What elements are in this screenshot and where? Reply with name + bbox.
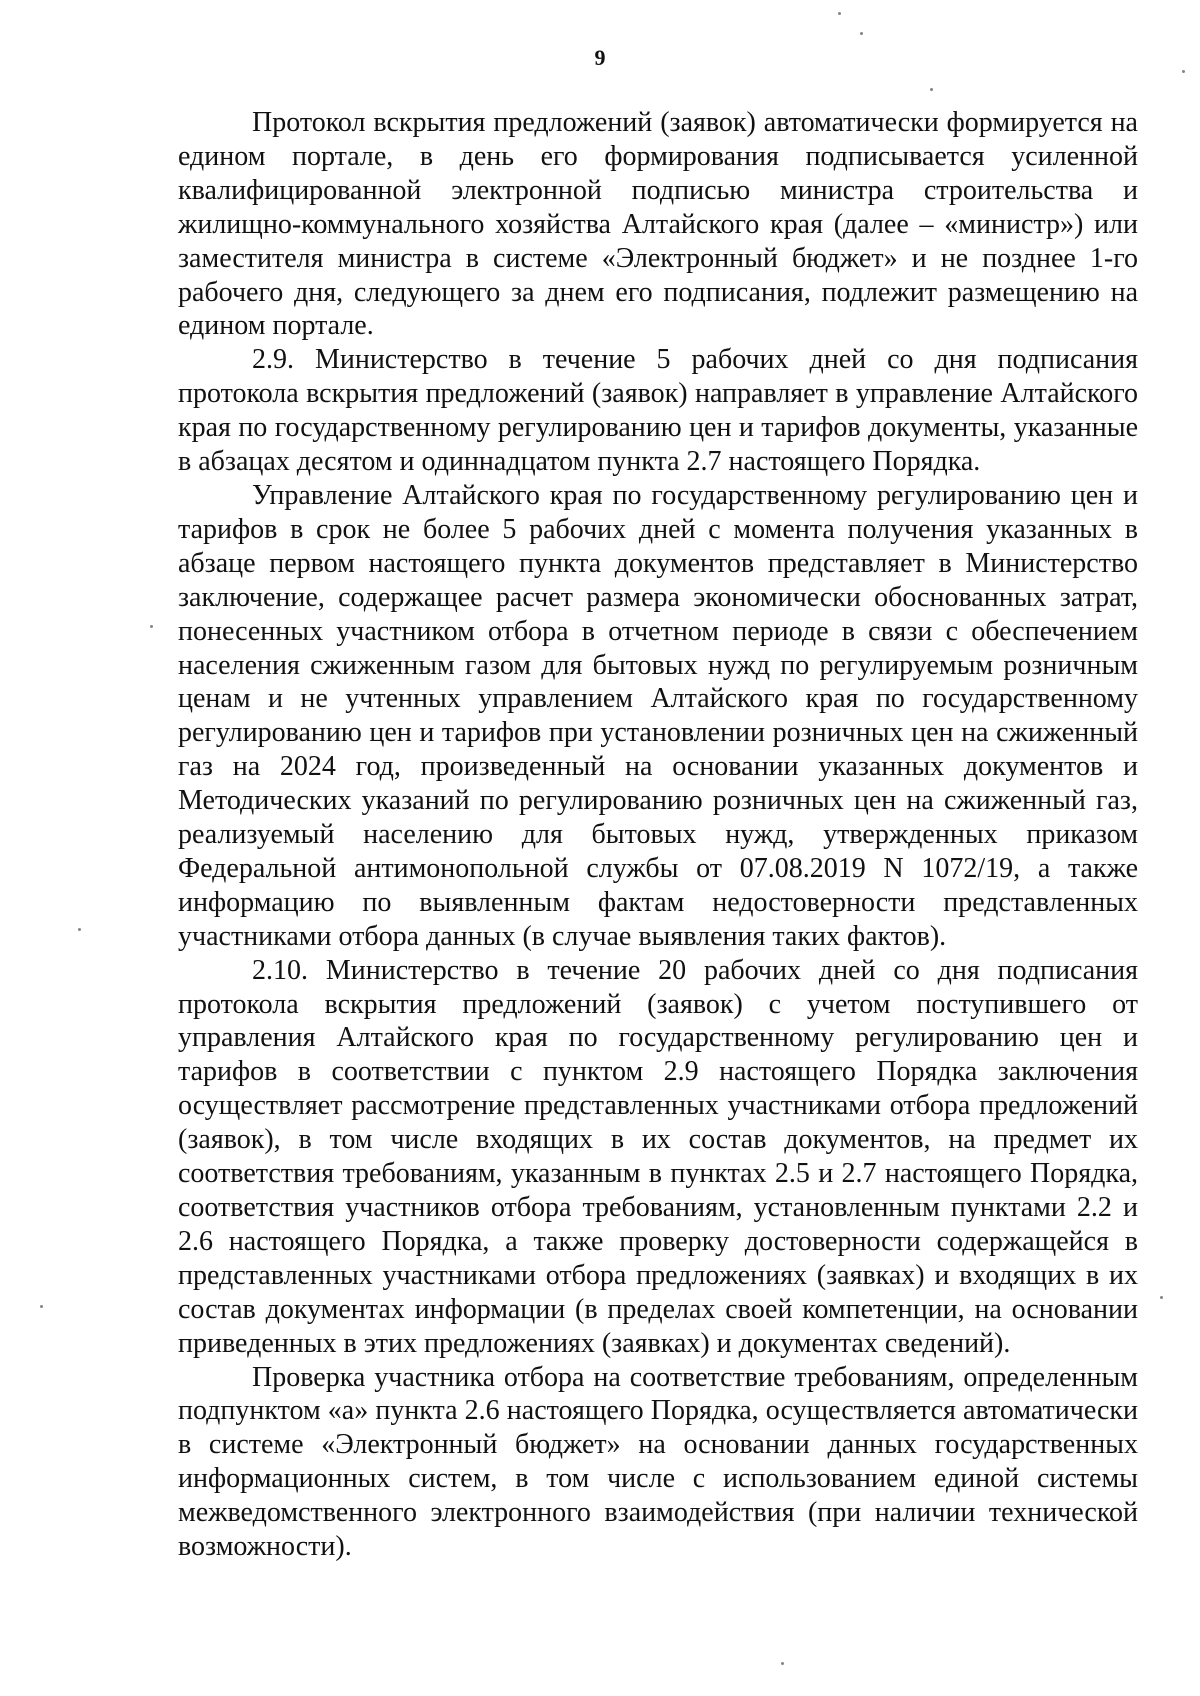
scan-speck — [78, 928, 81, 931]
page-number: 9 — [594, 45, 606, 70]
paragraph-tariff-conclusion: Управление Алтайского края по государственному регулированию цен и тарифов в срок не более 5 рабочих дней с момента получения указанных в абзаце первом настоящего пункта документов представляет в Министерство заключение, содержащее расчет размера экономически обоснованных затрат, понесенных участником отбора в отчетном периоде в связи с обеспечением населения сжиженным газом для бытовых нужд по регулируемым розничным ценам и не учтенных управлением Алтайского края по государственному регулированию цен и тарифов при установлении розничных цен на сжиженный газ на 2024 год, произведенный на основании указанных документов и Методических указаний по регулированию розничных цен на сжиженный газ, реализуемый населению для бытовых нужд, утвержденных приказом Федеральной антимонопольной службы от 07.08.2019 N 1072/19, а также информацию по выявленным фактам недостоверности представленных участниками отбора данных (в случае выявления таких фактов). — [178, 479, 1138, 952]
scan-speck — [838, 12, 841, 15]
scan-speck — [1182, 70, 1185, 73]
scan-speck — [1160, 1296, 1163, 1299]
document-body — [178, 106, 1138, 1564]
paragraph-participant-check: Проверка участника отбора на соответствие требованиям, определенным подпунктом «а» пункта 2.6 настоящего Порядка, осуществляется автоматически в системе «Электронный бюджет» на основании данных государственных информационных систем, в том числе с использованием единой системы межведомственного электронного взаимодействия (при наличии технической возможности). — [178, 1361, 1138, 1563]
paragraph-2-9: 2.9. Министерство в течение 5 рабочих дней со дня подписания протокола вскрытия предложений (заявок) направляет в управление Алтайского края по государственному регулированию цен и тарифов документы, указанные в абзацах десятом и одиннадцатом пункта 2.7 настоящего Порядка. — [178, 344, 1138, 478]
paragraph-protocol: Протокол вскрытия предложений (заявок) автоматически формируется на едином портале, в день его формирования подписывается усиленной квалифицированной электронной подписью министра строительства и жилищно-коммунального хозяйства Алтайского края (далее – «министр») или заместителя министра в системе «Электронный бюджет» и не позднее 1-го рабочего дня, следующего за днем его подписания, подлежит размещению на едином портале. — [178, 107, 1138, 342]
scan-speck — [150, 625, 153, 628]
scan-speck — [860, 32, 863, 35]
scan-speck — [930, 88, 933, 91]
scan-speck — [781, 1662, 784, 1665]
scan-speck — [40, 1305, 43, 1308]
paragraph-2-10: 2.10. Министерство в течение 20 рабочих дней со дня подписания протокола вскрытия предложений (заявок) с учетом поступившего от управления Алтайского края по государственному регулированию цен и тарифов в соответствии с пунктом 2.9 настоящего Порядка заключения осуществляет рассмотрение представленных участниками отбора предложений (заявок), в том числе входящих в их состав документов, на предмет их соответствия требованиям, указанным в пунктах 2.5 и 2.7 настоящего Порядка, соответствия участников отбора требованиям, установленным пунктами 2.2 и 2.6 настоящего Порядка, а также проверку достоверности содержащейся в представленных участниками отбора предложениях (заявках) и входящих в их состав документах информации (в пределах своей компетенции, на основании приведенных в этих предложениях (заявках) и документах сведений). — [178, 954, 1138, 1359]
